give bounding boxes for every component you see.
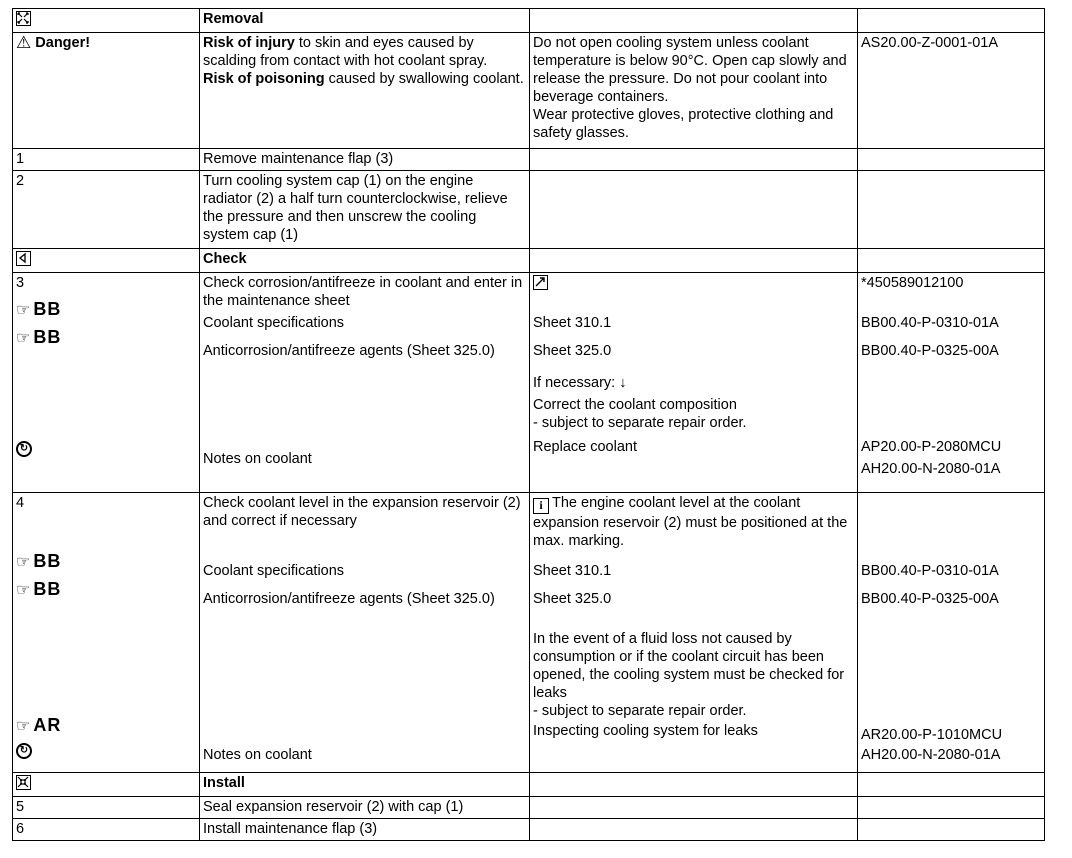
notes-text: Notes on coolant — [203, 747, 312, 763]
install-header-row — [13, 773, 1045, 797]
reference-tag-bb: ☞ BB — [16, 299, 62, 319]
correct-composition: Correct the coolant composition — [533, 397, 737, 413]
pointing-hand-icon: ☞ — [16, 330, 32, 347]
notes-code: AH20.00-N-2080-01A — [861, 461, 1001, 477]
risk-injury-title: Risk of injury — [203, 35, 295, 51]
pointing-hand-icon: ☞ — [16, 554, 32, 571]
step-number: 5 — [16, 799, 25, 815]
ref3-code: AR20.00-P-1010MCU — [861, 727, 1003, 743]
danger-code: AS20.00-Z-0001-01A — [861, 35, 999, 51]
reference-tag-bb: ☞ BB — [16, 551, 62, 571]
step-text: Check corrosion/antifreeze in coolant and enter in the maintenance sheet — [203, 275, 523, 309]
ref2-code: BB00.40-P-0325-00A — [861, 591, 999, 607]
info-icon: i — [533, 498, 549, 514]
ref1-sheet: Sheet 310.1 — [533, 563, 612, 579]
if-necessary: If necessary: ↓ — [533, 375, 627, 391]
work-instructions-table — [12, 8, 1045, 841]
step-text: Install maintenance flap (3) — [203, 821, 378, 837]
reference-tag-ar: ☞ AR — [16, 715, 62, 735]
notes-code: AH20.00-N-2080-01A — [861, 747, 1001, 763]
danger-label: Danger! — [35, 35, 91, 51]
reference-tag-bb: ☞ BB — [16, 579, 62, 599]
tool-icon — [533, 275, 548, 290]
check-icon — [16, 251, 31, 266]
step-text: Remove maintenance flap (3) — [203, 151, 394, 167]
separate-repair-order: - subject to separate repair order. — [533, 415, 747, 431]
removal-header-row — [13, 9, 1045, 33]
step-1-row — [13, 149, 1045, 171]
ref3-sheet: Inspecting cooling system for leaks — [533, 723, 758, 739]
step-text: Turn cooling system cap (1) on the engine radiator (2) a half turn counterclockwise, relieve the pressure and then unscrew the cooling system cap (1) — [203, 173, 508, 243]
step-number: 4 — [16, 495, 25, 511]
step-text: Check coolant level in the expansion reservoir (2) and correct if necessary — [203, 495, 521, 529]
notes-circle-icon: ↻ — [16, 441, 32, 457]
removal-title: Removal — [203, 11, 264, 27]
reference-tag-bb: ☞ BB — [16, 327, 62, 347]
ref1-sheet: Sheet 310.1 — [533, 315, 612, 331]
install-title: Install — [203, 775, 245, 791]
step-6-row — [13, 819, 1045, 841]
step-number: 6 — [16, 821, 25, 837]
step-5-row — [13, 797, 1045, 819]
ref2-text: Anticorrosion/antifreeze agents (Sheet 325.0) — [203, 591, 495, 607]
risk-poisoning-title: Risk of poisoning — [203, 71, 325, 87]
replace-code: AP20.00-P-2080MCU — [861, 439, 1002, 455]
danger-instruction: Do not open cooling system unless coolant temperature is below 90°C. Open cap slowly and release the pressure. Do not pour coolant into beverage containers. — [533, 35, 847, 105]
replace-coolant: Replace coolant — [533, 439, 637, 455]
pointing-hand-icon: ☞ — [16, 718, 32, 735]
ref1-code: BB00.40-P-0310-01A — [861, 563, 999, 579]
ref1-code: BB00.40-P-0310-01A — [861, 315, 999, 331]
step-number: 3 — [16, 275, 25, 291]
special-tool-code: *450589012100 — [861, 275, 964, 291]
check-title: Check — [203, 251, 247, 267]
pointing-hand-icon: ☞ — [16, 302, 32, 319]
install-icon — [16, 775, 31, 790]
step-3-row — [13, 273, 1045, 493]
ref2-text: Anticorrosion/antifreeze agents (Sheet 325.0) — [203, 343, 495, 359]
check-header-row — [13, 249, 1045, 273]
warning-triangle-icon: ⚠ — [16, 33, 32, 52]
separate-repair-order: - subject to separate repair order. — [533, 703, 747, 719]
danger-row — [13, 33, 1045, 149]
danger-instruction-ppe: Wear protective gloves, protective clothing and safety glasses. — [533, 107, 834, 141]
step-4-row — [13, 493, 1045, 773]
step-2-row — [13, 171, 1045, 249]
leak-note: In the event of a fluid loss not caused by consumption or if the coolant circuit has been opened, the cooling system must be checked for leaks — [533, 631, 845, 701]
notes-text: Notes on coolant — [203, 451, 312, 467]
info-text: The engine coolant level at the coolant expansion reservoir (2) must be positioned at the max. marking. — [533, 495, 848, 549]
ref2-sheet: Sheet 325.0 — [533, 343, 612, 359]
risk-injury-text: to skin and eyes caused by scalding from contact with hot coolant spray. — [203, 35, 488, 69]
ref2-sheet: Sheet 325.0 — [533, 591, 612, 607]
step-number: 1 — [16, 151, 25, 167]
risk-poisoning-text: caused by swallowing coolant. — [324, 71, 524, 87]
step-text: Seal expansion reservoir (2) with cap (1) — [203, 799, 464, 815]
ref1-text: Coolant specifications — [203, 315, 345, 331]
notes-circle-icon: ↻ — [16, 743, 32, 759]
removal-icon — [16, 11, 31, 26]
pointing-hand-icon: ☞ — [16, 582, 32, 599]
step-number: 2 — [16, 173, 25, 189]
ref1-text: Coolant specifications — [203, 563, 345, 579]
ref2-code: BB00.40-P-0325-00A — [861, 343, 999, 359]
